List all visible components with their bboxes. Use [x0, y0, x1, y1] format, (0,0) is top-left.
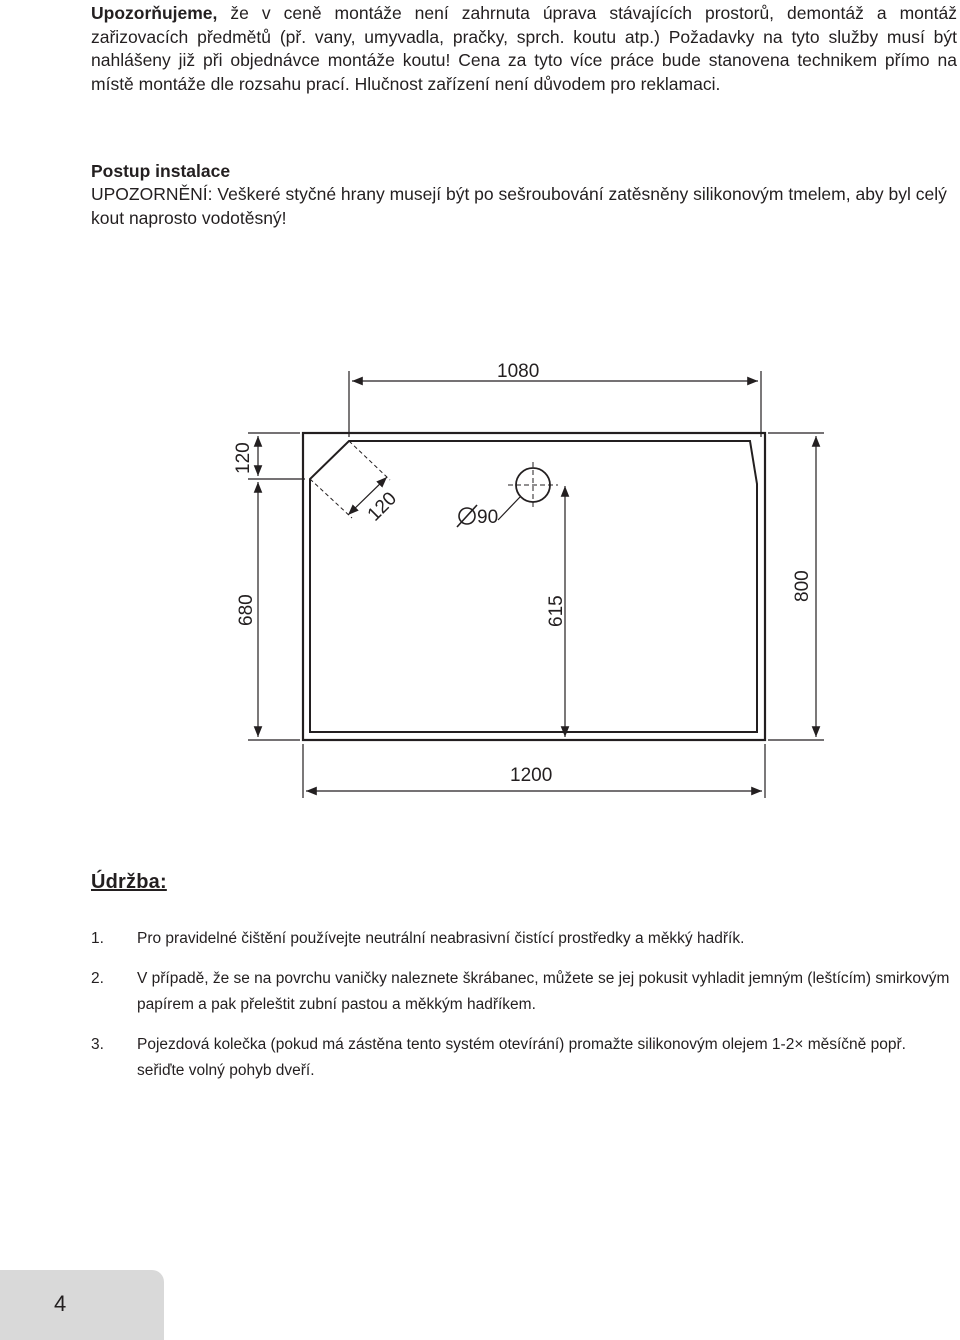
page-number: 4 [54, 1291, 67, 1316]
dim-top [349, 371, 761, 437]
dim-right-label: 800 [792, 570, 813, 602]
installation-warning: UPOZORNĚNÍ: Veškeré styčné hrany musejí být po sešroubování zatěsněny silikonovým tmelem, aby byl celý kout naprosto vodotěsný! [91, 184, 947, 228]
list-item-number: 3. [91, 1036, 104, 1053]
dim-chamfer-label: 120 [363, 488, 401, 526]
notice-lead: Upozorňujeme, [91, 3, 218, 23]
dim-left [248, 433, 305, 740]
list-item [91, 966, 957, 1018]
maintenance-list [91, 926, 957, 1098]
dim-top-label: 1080 [497, 361, 540, 382]
notice-text: že v ceně montáže není zahrnuta úprava stávajících prostorů, demontáž a montáž zařizovacích předmětů (př. vany, umyvadla, pračky, sprch. koutu atp.) Požadavky na tyto služby musí být nahlášeny již při objednávce montáže koutu! Cena za tyto více práce bude stanovena technikem přímo na místě montáže dle rozsahu prací. Hlučnost zařízení není důvodem pro reklamaci. [91, 3, 957, 94]
list-item-text: Pro pravidelné čištění používejte neutrální neabrasivní čistící prostředky a měkký hadřík. [137, 930, 745, 947]
dim-left-lower-label: 680 [236, 594, 257, 626]
dim-drain-offset-label: 615 [546, 595, 567, 627]
list-item-text: V případě, že se na povrchu vaničky naleznete škrábanec, můžete se jej pokusit vyhladit jemným (leštícím) smirkovým papírem a pak přeleštit zubní pastou a měkkým hadříkem. [137, 970, 950, 1013]
dim-drain-diameter-label: 90 [477, 507, 499, 528]
dim-bottom-label: 1200 [510, 765, 553, 786]
maintenance-title: Údržba: [91, 871, 167, 893]
list-item-number: 1. [91, 930, 104, 947]
dim-left-upper-label: 120 [233, 442, 254, 474]
list-item [91, 1032, 957, 1084]
list-item-text: Pojezdová kolečka (pokud má zástěna tento systém otevírání) promažte silikonovým olejem 1-2× měsíčně popř. seřiďte volný pohyb dveří. [137, 1036, 906, 1079]
drain-leader [498, 497, 520, 520]
diameter-icon [457, 505, 477, 527]
page-number-tab [0, 1270, 164, 1340]
list-item-number: 2. [91, 970, 104, 987]
installation-title: Postup instalace [91, 161, 231, 181]
list-item [91, 926, 957, 952]
tray-outline [303, 433, 765, 740]
